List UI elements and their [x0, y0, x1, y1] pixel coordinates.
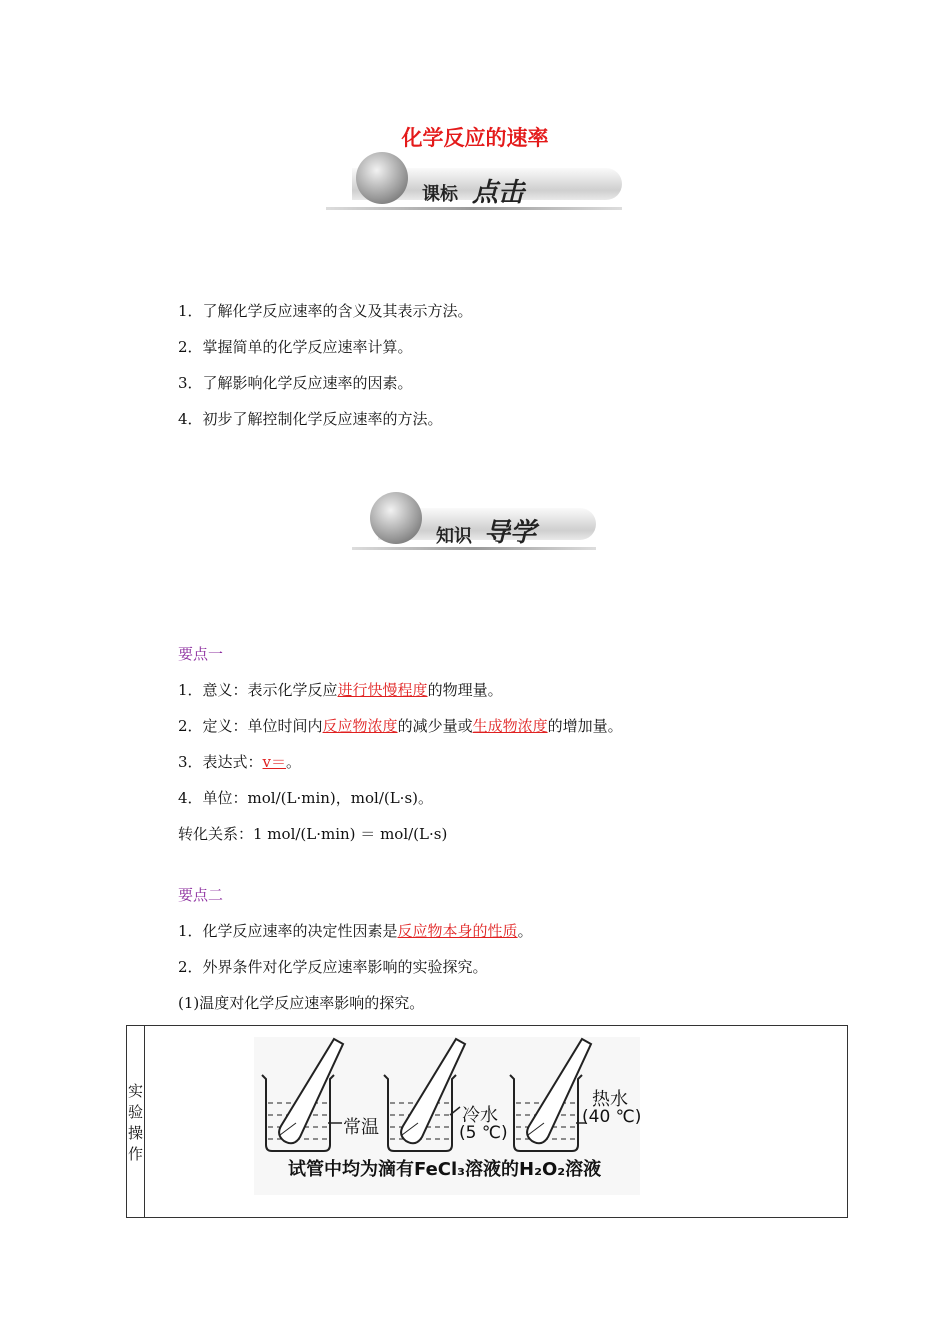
beaker-diagram: [146, 1027, 742, 1213]
hand-icon: [356, 152, 408, 204]
beakers-figure: [146, 1027, 846, 1216]
experiment-figure-cell: [145, 1026, 848, 1218]
experiment-operation-header: 实验操作: [127, 1026, 145, 1218]
section-heading-point-1: 要点一: [178, 645, 224, 663]
test-tube-icon: [370, 492, 422, 544]
section-heading-point-2: 要点二: [178, 886, 224, 904]
objective-1: 1．了解化学反应速率的含义及其表示方法。: [178, 302, 473, 320]
banner-label-a: 知识: [436, 526, 472, 547]
page-title: 化学反应的速率: [401, 126, 549, 150]
label-room-temperature: 常温: [343, 1117, 380, 1138]
objective-2: 2．掌握简单的化学反应速率计算。: [178, 338, 413, 356]
banner-knowledge-guide: [352, 490, 596, 552]
objective-3: 3．了解影响化学反应速率的因素。: [178, 374, 413, 392]
label-cold-temperature: (5 ℃): [459, 1123, 508, 1143]
point1-unit: 4．单位：mol/(L·min)，mol/(L·s)。: [178, 789, 434, 807]
point1-definition: 2．定义：单位时间内反应物浓度的减少量或生成物浓度的增加量。: [178, 717, 623, 735]
banner-label-a: 课标: [422, 184, 458, 205]
point2-external-conditions: 2．外界条件对化学反应速率影响的实验探究。: [178, 958, 488, 976]
figure-caption: 试管中均为滴有FeCl₃溶液的H₂O₂溶液: [288, 1159, 602, 1180]
point1-conversion: 转化关系：1 mol/(L·min) ＝ mol/(L·s): [178, 825, 448, 843]
point1-expression: 3．表达式：v＝。: [178, 753, 302, 771]
label-hot-water: 热水: [592, 1089, 629, 1110]
experiment-table: [126, 1025, 848, 1218]
point1-meaning: 1．意义：表示化学反应进行快慢程度的物理量。: [178, 681, 503, 699]
point2-decisive-factor: 1．化学反应速率的决定性因素是反应物本身的性质。: [178, 922, 533, 940]
banner-label-b: 点击: [472, 178, 525, 208]
point2-temperature-study: (1)温度对化学反应速率影响的探究。: [178, 994, 425, 1012]
label-hot-temperature: (40 ℃): [582, 1107, 642, 1127]
banner-label-b: 导学: [484, 518, 537, 548]
objective-4: 4．初步了解控制化学反应速率的方法。: [178, 410, 443, 428]
banner-course-standard: [326, 150, 622, 212]
label-cold-water: 冷水: [462, 1105, 499, 1126]
